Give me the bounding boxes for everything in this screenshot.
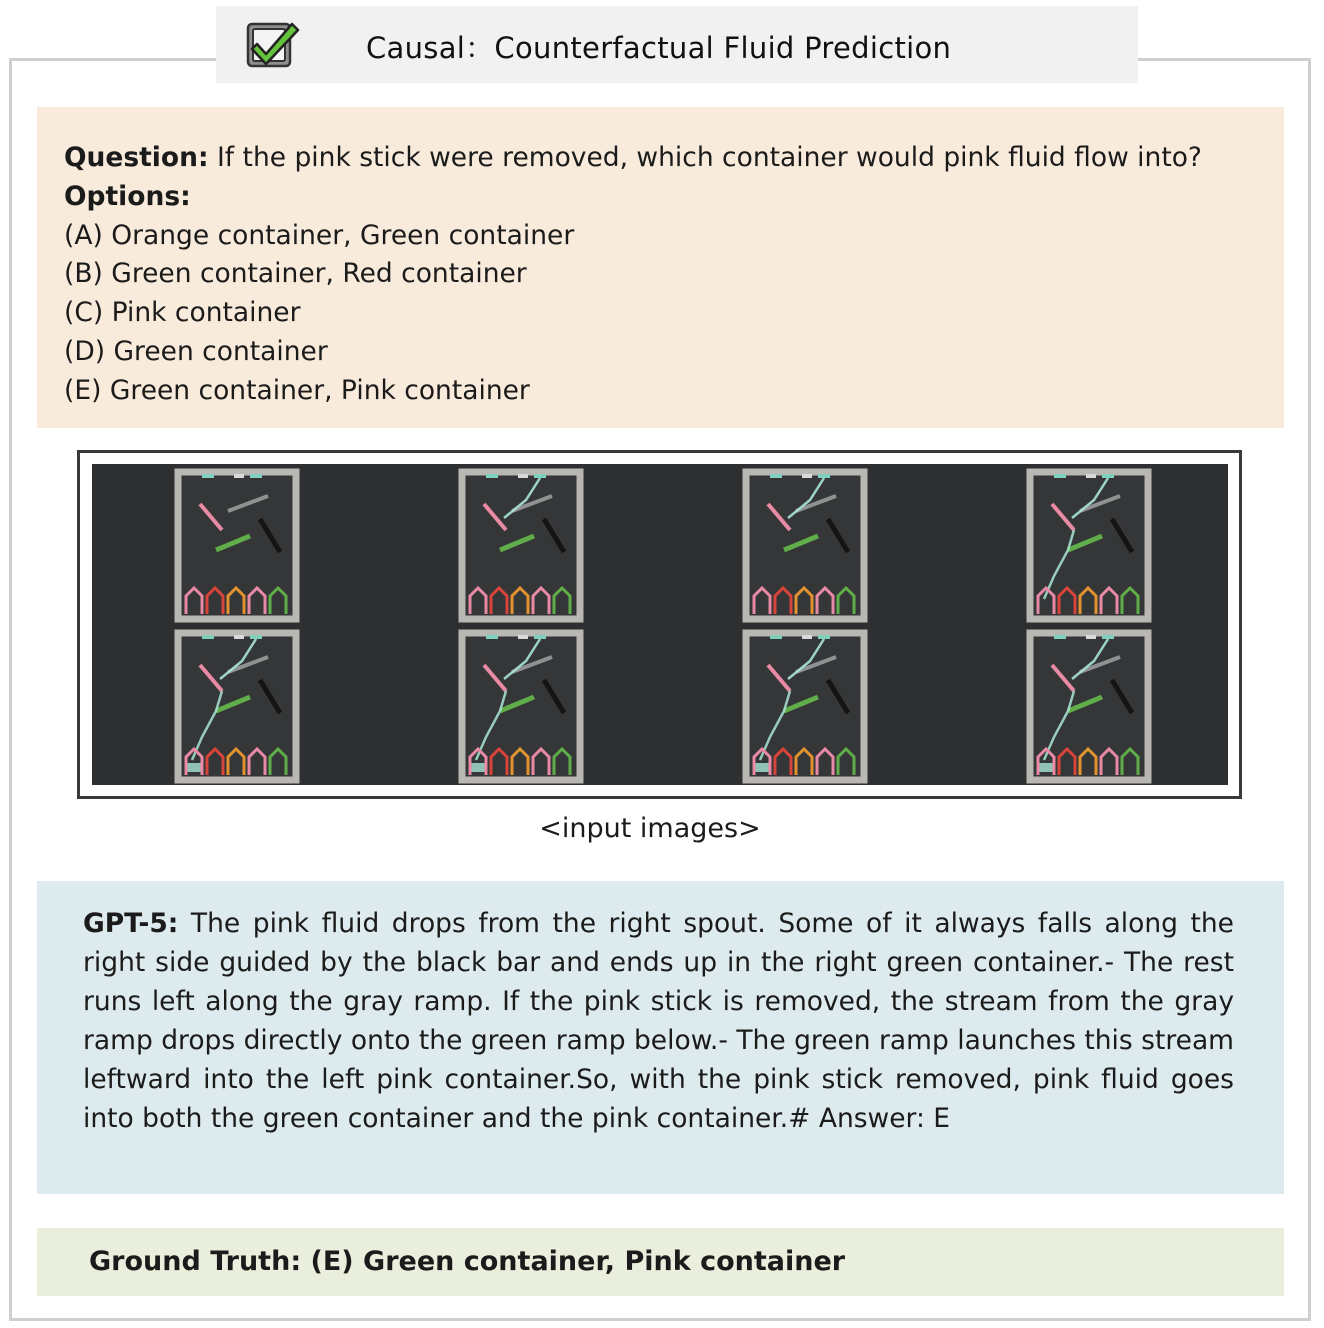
option-c: (C) Pink container [64, 297, 301, 329]
page-title: Causal：Counterfactual Fluid Prediction [366, 31, 952, 65]
question-label: Question: [64, 142, 209, 173]
model-answer-text: The pink fluid drops from the right spout. Some of it always falls along the right side guided by the black bar and ends up in the right green container.- The rest runs left along the gray ramp. If the pink stick is removed, the stream from the gray ramp drops directly onto the green ramp below.- The green ramp launches this stream leftward into the left pink container.So, with the pink stick removed, pink fluid goes into both the green container and the pink container.# Answer: E [83, 908, 1234, 1134]
model-label: GPT-5: [83, 908, 179, 939]
images-caption: <input images> [539, 813, 761, 844]
input-images-panel [77, 450, 1242, 799]
simulation-frame [660, 625, 944, 785]
simulation-frame [92, 625, 376, 785]
checkbox-checked-icon [244, 16, 302, 74]
simulation-frame [944, 464, 1228, 624]
ground-truth-panel [37, 1228, 1284, 1296]
simulation-frame [944, 625, 1228, 785]
question-panel [37, 107, 1284, 428]
model-answer-panel [37, 881, 1284, 1194]
simulation-frame [660, 464, 944, 624]
simulation-frame [376, 464, 660, 624]
option-d: (D) Green container [64, 335, 328, 367]
ground-truth-text: Ground Truth: (E) Green container, Pink container [89, 1246, 846, 1277]
option-a: (A) Orange container, Green container [64, 219, 575, 251]
simulation-frame [376, 625, 660, 785]
question-text: If the pink stick were removed, which container would pink fluid flow into? [208, 142, 1203, 173]
simulation-frame [92, 464, 376, 624]
question-line [64, 139, 1284, 178]
title-bar [216, 6, 1138, 83]
option-b: (B) Green container, Red container [64, 258, 527, 290]
options-label: Options: [64, 180, 191, 212]
input-image-strip [92, 464, 1228, 785]
option-e: (E) Green container, Pink container [64, 374, 530, 406]
